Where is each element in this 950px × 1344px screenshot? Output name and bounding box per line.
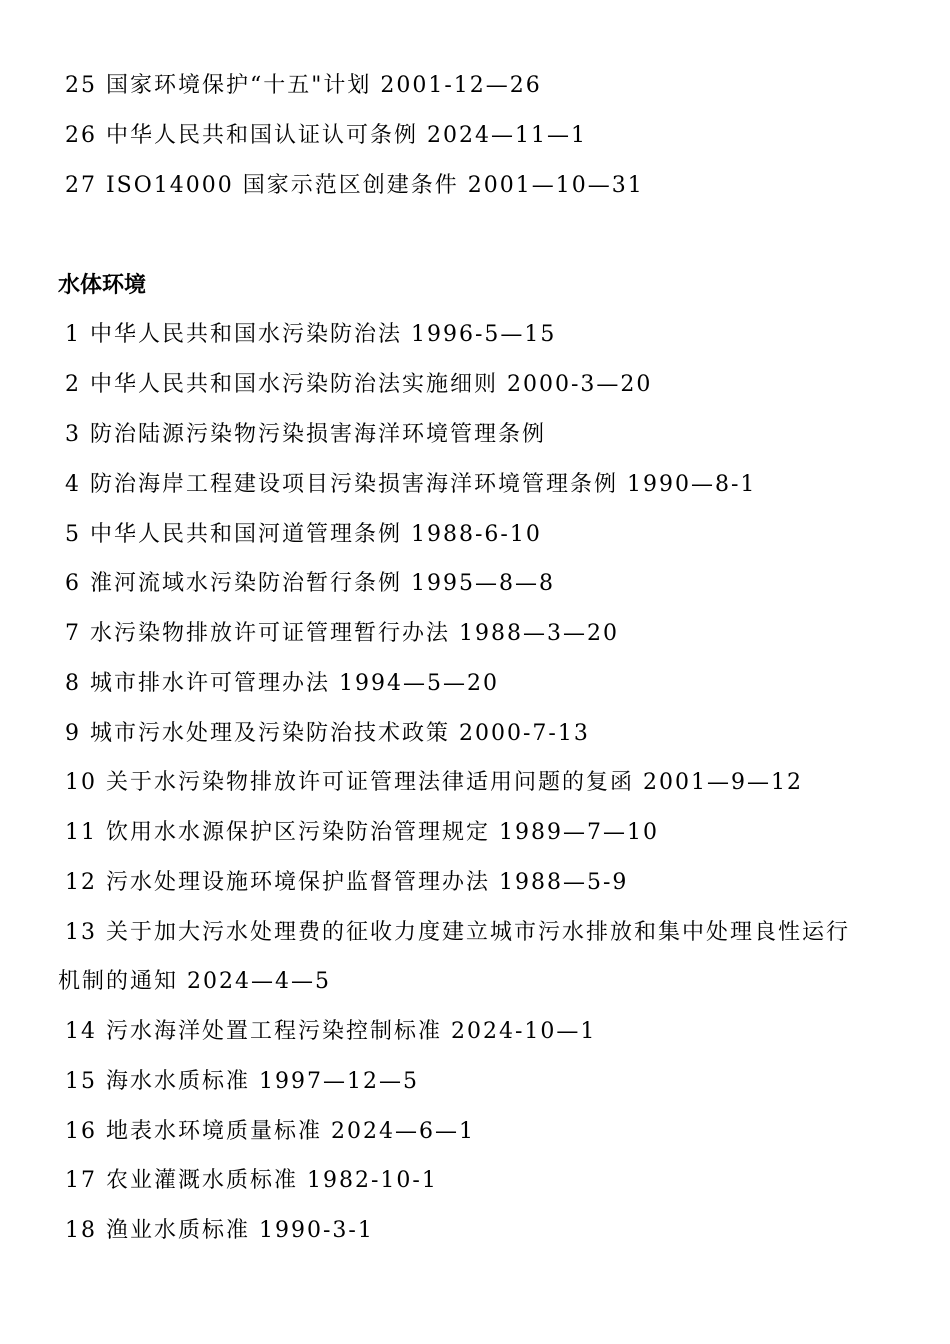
list-item: 3 防治陆源污染物污染损害海洋环境管理条例 <box>65 422 546 447</box>
list-item: 11 饮用水水源保护区污染防治管理规定 1989—7—10 <box>65 820 659 845</box>
list-item: 26 中华人民共和国认证认可条例 2024—11—1 <box>65 123 587 148</box>
list-item: 10 关于水污染物排放许可证管理法律适用问题的复函 2001—9—12 <box>65 770 803 795</box>
list-item: 18 渔业水质标准 1990-3-1 <box>65 1218 374 1243</box>
section-heading: 水体环境 <box>58 273 147 298</box>
list-item: 12 污水处理设施环境保护监督管理办法 1988—5-9 <box>65 870 629 895</box>
list-item: 7 水污染物排放许可证管理暂行办法 1988—3—20 <box>65 621 619 646</box>
list-item: 5 中华人民共和国河道管理条例 1988-6-10 <box>65 522 542 547</box>
list-item: 27 ISO14000 国家示范区创建条件 2001—10—31 <box>65 173 644 198</box>
list-item: 4 防治海岸工程建设项目污染损害海洋环境管理条例 1990—8-1 <box>65 472 757 497</box>
list-item: 13 关于加大污水处理费的征收力度建立城市污水排放和集中处理良性运行 <box>65 920 850 945</box>
list-item: 2 中华人民共和国水污染防治法实施细则 2000-3—20 <box>65 372 653 397</box>
list-item: 15 海水水质标准 1997—12—5 <box>65 1069 419 1094</box>
list-item: 9 城市污水处理及污染防治技术政策 2000-7-13 <box>65 721 590 746</box>
list-item: 8 城市排水许可管理办法 1994—5—20 <box>65 671 499 696</box>
list-item: 16 地表水环境质量标准 2024—6—1 <box>65 1119 475 1144</box>
list-item: 17 农业灌溉水质标准 1982-10-1 <box>65 1168 438 1193</box>
list-item: 1 中华人民共和国水污染防治法 1996-5—15 <box>65 322 557 347</box>
list-item: 25 国家环境保护“十五"计划 2001-12—26 <box>65 73 542 98</box>
list-item: 14 污水海洋处置工程污染控制标准 2024-10—1 <box>65 1019 597 1044</box>
list-item: 6 淮河流域水污染防治暂行条例 1995—8—8 <box>65 571 555 596</box>
list-item-continuation: 机制的通知 2024—4—5 <box>58 969 331 994</box>
